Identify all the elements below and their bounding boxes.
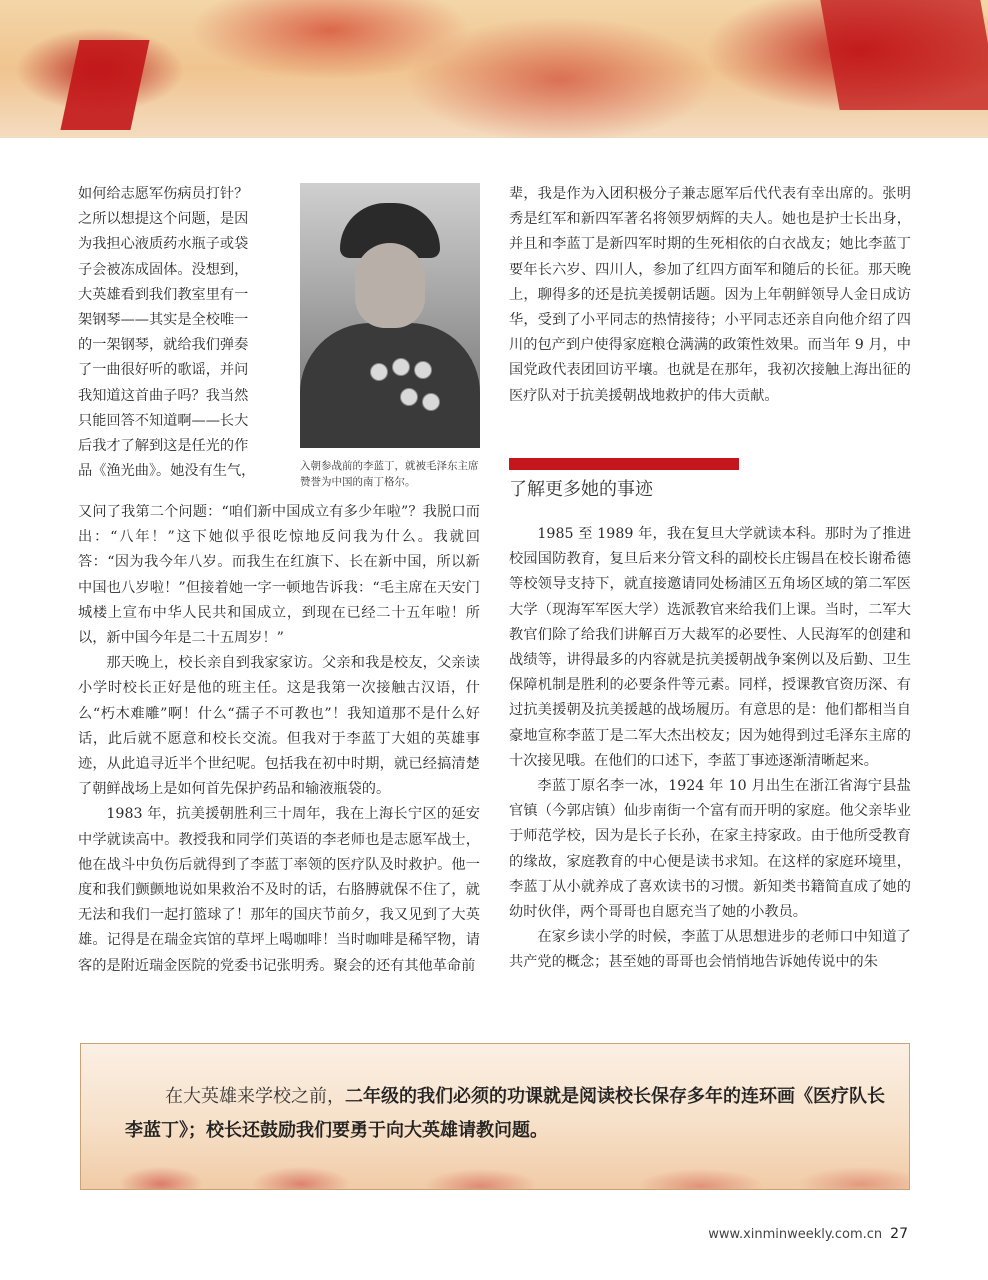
right-column — [509, 522, 911, 976]
right-top-column — [509, 182, 911, 409]
website-url: www.xinminweekly.com.cn — [708, 1227, 883, 1242]
paragraph: 辈，我是作为入团积极分子兼志愿军后代代表有幸出席的。张明秀是红军和新四军著名将领罗炳辉的夫人。她也是护士长出身，并且和李蓝丁是新四军时期的生死相依的白衣战友；她比李蓝丁要年长六岁、四川人，参加了红四方面军和随后的长征。那天晚上，聊得多的还是抗美援朝话题。因为上年朝鲜领导人金日成访华，受到了小平同志的热情接待；小平同志还亲自向他介绍了四川的包产到户使得家庭粮仓满满的政策性效果。而当年 9 月，中国党政代表团回访平壤。也就是在那年，我初次接触上海出征的医疗队对于抗美援朝战地救护的伟大贡献。 — [509, 186, 911, 404]
medal-icon — [392, 358, 410, 376]
red-flag-decoration — [60, 40, 149, 130]
medal-icon — [370, 363, 388, 381]
left-wrap-line: 只能回答不知道啊——长大 — [78, 412, 249, 429]
paragraph: 在家乡读小学的时候，李蓝丁从思想进步的老师口中知道了共产党的概念；甚至她的哥哥也会悄悄地告诉她传说中的朱 — [509, 929, 911, 971]
left-wrap-line: 为我担心液质药水瓶子或袋 — [78, 236, 249, 253]
pull-quote-box — [80, 1043, 910, 1190]
left-wrap-line: 之所以想提这个问题，是因 — [78, 211, 249, 228]
paragraph: 1983 年，抗美援朝胜利三十周年，我在上海长宁区的延安中学就读高中。教授我和同学们英语的李老师也是志愿军战士，他在战斗中负伤后就得到了李蓝丁率领的医疗队及时救护。他一度和我们颤颤地说如果救治不及时的话，右胳膊就保不住了，就无法和我们一起打篮球了！那年的国庆节前夕，我又见到了大英雄。记得是在瑞金宾馆的草坪上喝咖啡！当时咖啡是稀罕物，请客的是附近瑞金医院的党委书记张明秀。聚会的还有其他革命前 — [78, 806, 480, 974]
paragraph: 又问了我第二个问题：“咱们新中国成立有多少年啦”？我脱口而出：“八年！”这下她似乎很吃惊地反问我为什么。我就回答：“因为我今年八岁。而我生在红旗下、长在新中国，所以新中国也八岁啦！”但接着她一字一顿地告诉我：“毛主席在天安门城楼上宣布中华人民共和国成立，到现在已经二十五年啦！所以，新中国今年是二十五周岁！” — [78, 504, 480, 647]
paragraph: 李蓝丁原名李一冰，1924 年 10 月出生在浙江省海宁县盐官镇（今郭店镇）仙步南街一个富有而开明的家庭。他父亲毕业于师范学校，因为是长子长孙，在家主持家政。由于他所受教育的缘故，家庭教育的中心便是读书求知。在这样的家庭环境里，李蓝丁从小就养成了喜欢读书的习惯。新知类书籍简直成了她的幼时伙伴，两个哥哥也自愿充当了她的小教员。 — [509, 778, 911, 921]
left-column — [78, 500, 480, 979]
left-wrap-line: 的一架钢琴，就给我们弹奏 — [78, 337, 249, 354]
page-footer — [708, 1226, 908, 1242]
left-wrap-line: 子会被冻成固体。没想到， — [78, 261, 249, 278]
left-wrap-line: 品《渔光曲》。她没有生气， — [78, 463, 256, 480]
paragraph: 那天晚上，校长亲自到我家家访。父亲和我是校友，父亲读小学时校长正好是他的班主任。这是我第一次接触古汉语，什么“朽木难雕”啊！什么“孺子不可教也”！我知道那不是什么好话，此后就不愿意和校长交流。但我对于李蓝丁大姐的英雄事迹，从此追寻近半个世纪呢。包括我在初中时期，就已经搞清楚了朝鲜战场上是如何首先保护药品和输液瓶袋的。 — [78, 655, 480, 798]
portrait-photo — [300, 183, 480, 448]
left-wrap-column — [78, 182, 286, 484]
section-heading: 了解更多她的事迹 — [509, 479, 653, 500]
marching-figures-decoration — [81, 1144, 909, 1189]
pull-quote-bold: 二年级的我们必须的功课就是阅读校长保存多年的连环画《医疗队长李蓝丁》；校长还鼓励我们要勇于向大英雄请教问题。 — [125, 1086, 885, 1141]
medal-icon — [400, 388, 418, 406]
photo-caption: 入朝参战前的李蓝丁，就被毛泽东主席赞誉为中国的南丁格尔。 — [300, 460, 479, 488]
page-number: 27 — [890, 1226, 908, 1242]
paragraph: 1985 至 1989 年，我在复旦大学就读本科。那时为了推进校园国防教育，复旦后来分管文科的副校长庄锡昌在校长谢希德等校领导支持下，就直接邀请同处杨浦区五角场区域的第二军医大学（现海军军医大学）选派教官来给我们上课。当时，二军大教官们除了给我们讲解百万大裁军的必要性、人民海军的创建和战绩等，讲得最多的内容就是抗美援朝战争案例以及后勤、卫生保障机制是胜利的必要条件等元素。同样，授课教官资历深、有过抗美援朝及抗美援越的战场履历。有意思的是：他们都相当自豪地宣称李蓝丁是二军大杰出校友；因为她得到过毛泽东主席的十次接见哦。在他们的口述下，李蓝丁事迹逐渐清晰起来。 — [509, 526, 911, 769]
left-wrap-line: 我知道这首曲子吗？我当然 — [78, 387, 249, 404]
section-divider-bar — [509, 458, 739, 470]
left-wrap-line: 后我才了解到这是任光的作 — [78, 438, 249, 455]
pull-quote-lead: 在大英雄来学校之前， — [165, 1086, 345, 1107]
medal-icon — [414, 361, 432, 379]
left-wrap-line: 架钢琴——其实是全校唯一 — [78, 312, 249, 329]
left-wrap-line: 大英雄看到我们教室里有一 — [78, 286, 249, 303]
pull-quote-text — [125, 1080, 885, 1148]
uniform-shape — [300, 323, 480, 448]
header-banner-image — [0, 0, 988, 138]
face-shape — [355, 243, 425, 328]
medal-icon — [422, 393, 440, 411]
red-flag-decoration — [820, 0, 988, 110]
left-wrap-line: 如何给志愿军伤病员打针？ — [78, 186, 249, 202]
left-wrap-line: 了一曲很好听的歌谣，并问 — [78, 362, 249, 379]
